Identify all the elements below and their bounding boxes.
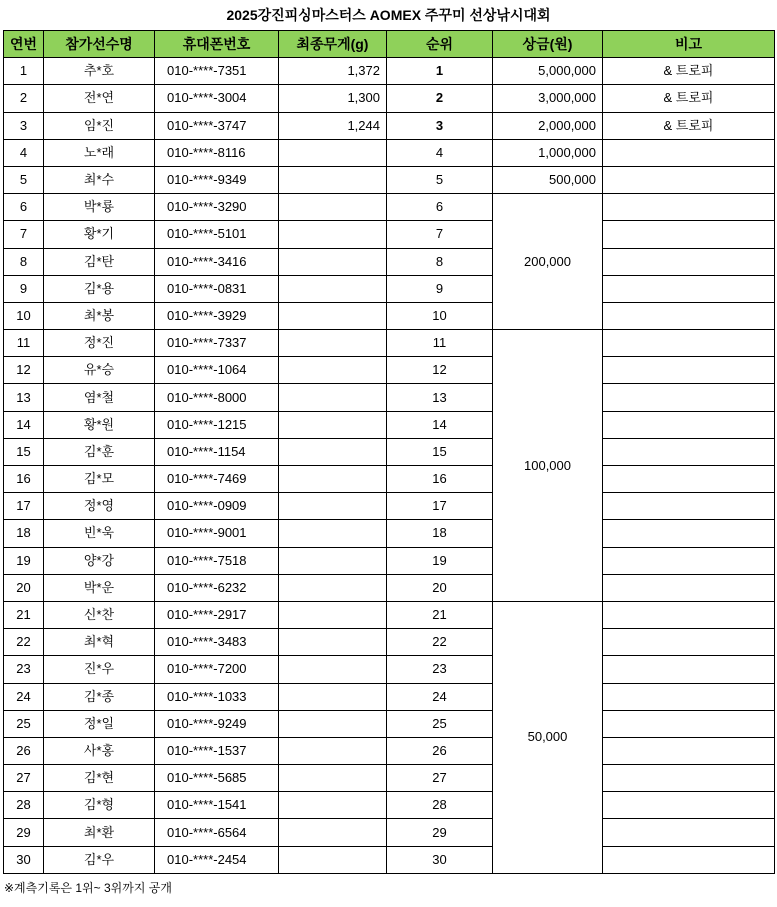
row-no: 7 — [4, 221, 44, 248]
remark — [603, 547, 775, 574]
final-weight — [279, 330, 387, 357]
header-phone: 휴대폰번호 — [155, 31, 279, 58]
remark — [603, 221, 775, 248]
row-no: 5 — [4, 166, 44, 193]
row-no: 29 — [4, 819, 44, 846]
final-weight — [279, 765, 387, 792]
table-row — [4, 601, 775, 628]
remark: & 트로피 — [603, 85, 775, 112]
player-name: 노*래 — [44, 139, 155, 166]
remark — [603, 683, 775, 710]
phone-number: 010-****-1537 — [155, 737, 279, 764]
table-row — [4, 275, 775, 302]
table-row — [4, 792, 775, 819]
final-weight — [279, 411, 387, 438]
final-weight — [279, 221, 387, 248]
player-name: 최*봉 — [44, 302, 155, 329]
table-row — [4, 139, 775, 166]
rank: 15 — [387, 438, 493, 465]
header-prize: 상금(원) — [493, 31, 603, 58]
table-row — [4, 357, 775, 384]
phone-number: 010-****-3004 — [155, 85, 279, 112]
remark — [603, 574, 775, 601]
player-name: 최*혁 — [44, 629, 155, 656]
player-name: 박*룡 — [44, 194, 155, 221]
remark — [603, 792, 775, 819]
rank: 24 — [387, 683, 493, 710]
rank: 6 — [387, 194, 493, 221]
row-no: 19 — [4, 547, 44, 574]
rank: 30 — [387, 846, 493, 873]
row-no: 23 — [4, 656, 44, 683]
phone-number: 010-****-9349 — [155, 166, 279, 193]
final-weight — [279, 493, 387, 520]
player-name: 유*승 — [44, 357, 155, 384]
header-rank: 순위 — [387, 31, 493, 58]
remark — [603, 601, 775, 628]
table-row — [4, 330, 775, 357]
phone-number: 010-****-2917 — [155, 601, 279, 628]
table-row — [4, 574, 775, 601]
player-name: 신*찬 — [44, 601, 155, 628]
prize-amount-group: 200,000 — [493, 194, 603, 330]
final-weight — [279, 438, 387, 465]
rank: 29 — [387, 819, 493, 846]
header-remark: 비고 — [603, 31, 775, 58]
table-row — [4, 85, 775, 112]
row-no: 15 — [4, 438, 44, 465]
player-name: 김*현 — [44, 765, 155, 792]
phone-number: 010-****-3747 — [155, 112, 279, 139]
row-no: 6 — [4, 194, 44, 221]
row-no: 13 — [4, 384, 44, 411]
final-weight — [279, 520, 387, 547]
rank: 19 — [387, 547, 493, 574]
remark — [603, 737, 775, 764]
prize-amount: 1,000,000 — [493, 139, 603, 166]
rank: 13 — [387, 384, 493, 411]
phone-number: 010-****-1215 — [155, 411, 279, 438]
phone-number: 010-****-6232 — [155, 574, 279, 601]
table-row — [4, 683, 775, 710]
player-name: 정*진 — [44, 330, 155, 357]
table-row — [4, 194, 775, 221]
rank: 12 — [387, 357, 493, 384]
row-no: 17 — [4, 493, 44, 520]
phone-number: 010-****-6564 — [155, 819, 279, 846]
results-body — [4, 58, 775, 874]
header-name: 참가선수명 — [44, 31, 155, 58]
remark — [603, 846, 775, 873]
row-no: 11 — [4, 330, 44, 357]
row-no: 20 — [4, 574, 44, 601]
player-name: 전*연 — [44, 85, 155, 112]
row-no: 14 — [4, 411, 44, 438]
rank: 25 — [387, 710, 493, 737]
row-no: 2 — [4, 85, 44, 112]
remark — [603, 629, 775, 656]
final-weight — [279, 248, 387, 275]
player-name: 박*운 — [44, 574, 155, 601]
player-name: 진*우 — [44, 656, 155, 683]
table-row — [4, 819, 775, 846]
row-no: 3 — [4, 112, 44, 139]
table-row — [4, 710, 775, 737]
table-row — [4, 248, 775, 275]
final-weight — [279, 384, 387, 411]
prize-amount: 2,000,000 — [493, 112, 603, 139]
row-no: 22 — [4, 629, 44, 656]
prize-amount: 3,000,000 — [493, 85, 603, 112]
remark — [603, 248, 775, 275]
final-weight — [279, 710, 387, 737]
phone-number: 010-****-7518 — [155, 547, 279, 574]
player-name: 정*일 — [44, 710, 155, 737]
player-name: 최*수 — [44, 166, 155, 193]
final-weight — [279, 819, 387, 846]
phone-number: 010-****-5685 — [155, 765, 279, 792]
remark — [603, 275, 775, 302]
player-name: 김*훈 — [44, 438, 155, 465]
rank: 18 — [387, 520, 493, 547]
row-no: 8 — [4, 248, 44, 275]
phone-number: 010-****-7469 — [155, 466, 279, 493]
table-row — [4, 302, 775, 329]
final-weight — [279, 574, 387, 601]
phone-number: 010-****-7200 — [155, 656, 279, 683]
remark — [603, 819, 775, 846]
phone-number: 010-****-7337 — [155, 330, 279, 357]
prize-amount: 5,000,000 — [493, 58, 603, 85]
final-weight — [279, 547, 387, 574]
final-weight — [279, 737, 387, 764]
table-row — [4, 221, 775, 248]
final-weight — [279, 302, 387, 329]
remark — [603, 710, 775, 737]
remark — [603, 384, 775, 411]
row-no: 24 — [4, 683, 44, 710]
phone-number: 010-****-9001 — [155, 520, 279, 547]
phone-number: 010-****-8116 — [155, 139, 279, 166]
final-weight: 1,372 — [279, 58, 387, 85]
table-row — [4, 58, 775, 85]
row-no: 21 — [4, 601, 44, 628]
prize-amount-group: 100,000 — [493, 330, 603, 602]
table-row — [4, 438, 775, 465]
rank: 21 — [387, 601, 493, 628]
phone-number: 010-****-3929 — [155, 302, 279, 329]
header-no: 연번 — [4, 31, 44, 58]
phone-number: 010-****-3290 — [155, 194, 279, 221]
rank: 2 — [387, 85, 493, 112]
phone-number: 010-****-3416 — [155, 248, 279, 275]
row-no: 25 — [4, 710, 44, 737]
phone-number: 010-****-0831 — [155, 275, 279, 302]
row-no: 18 — [4, 520, 44, 547]
player-name: 황*기 — [44, 221, 155, 248]
table-row — [4, 629, 775, 656]
remark — [603, 194, 775, 221]
header-weight: 최종무게(g) — [279, 31, 387, 58]
player-name: 추*호 — [44, 58, 155, 85]
table-row — [4, 493, 775, 520]
rank: 8 — [387, 248, 493, 275]
phone-number: 010-****-5101 — [155, 221, 279, 248]
remark — [603, 139, 775, 166]
table-row — [4, 656, 775, 683]
rank: 22 — [387, 629, 493, 656]
row-no: 27 — [4, 765, 44, 792]
table-row — [4, 520, 775, 547]
rank: 26 — [387, 737, 493, 764]
row-no: 9 — [4, 275, 44, 302]
player-name: 황*원 — [44, 411, 155, 438]
row-no: 28 — [4, 792, 44, 819]
remark — [603, 765, 775, 792]
footnote: ※계측기록은 1위~ 3위까지 공개 — [4, 881, 172, 895]
rank: 27 — [387, 765, 493, 792]
table-row — [4, 411, 775, 438]
player-name: 김*종 — [44, 683, 155, 710]
table-row — [4, 737, 775, 764]
phone-number: 010-****-0909 — [155, 493, 279, 520]
prize-amount: 500,000 — [493, 166, 603, 193]
remark — [603, 656, 775, 683]
table-row — [4, 547, 775, 574]
row-no: 4 — [4, 139, 44, 166]
phone-number: 010-****-3483 — [155, 629, 279, 656]
final-weight — [279, 656, 387, 683]
player-name: 김*용 — [44, 275, 155, 302]
table-row — [4, 466, 775, 493]
player-name: 정*영 — [44, 493, 155, 520]
remark — [603, 411, 775, 438]
final-weight — [279, 139, 387, 166]
player-name: 김*모 — [44, 466, 155, 493]
final-weight: 1,300 — [279, 85, 387, 112]
remark — [603, 357, 775, 384]
table-row — [4, 112, 775, 139]
final-weight — [279, 601, 387, 628]
table-row — [4, 166, 775, 193]
final-weight — [279, 166, 387, 193]
remark — [603, 330, 775, 357]
final-weight — [279, 846, 387, 873]
player-name: 최*환 — [44, 819, 155, 846]
rank: 9 — [387, 275, 493, 302]
phone-number: 010-****-1154 — [155, 438, 279, 465]
player-name: 양*강 — [44, 547, 155, 574]
remark: & 트로피 — [603, 58, 775, 85]
rank: 20 — [387, 574, 493, 601]
remark — [603, 466, 775, 493]
player-name: 김*우 — [44, 846, 155, 873]
final-weight — [279, 194, 387, 221]
player-name: 사*홍 — [44, 737, 155, 764]
table-row — [4, 384, 775, 411]
rank: 14 — [387, 411, 493, 438]
prize-amount-group: 50,000 — [493, 601, 603, 873]
rank: 16 — [387, 466, 493, 493]
results-table — [3, 30, 775, 874]
phone-number: 010-****-2454 — [155, 846, 279, 873]
row-no: 10 — [4, 302, 44, 329]
rank: 28 — [387, 792, 493, 819]
remark — [603, 438, 775, 465]
table-row — [4, 765, 775, 792]
header-row — [4, 31, 775, 58]
final-weight — [279, 466, 387, 493]
phone-number: 010-****-7351 — [155, 58, 279, 85]
player-name: 김*형 — [44, 792, 155, 819]
remark — [603, 302, 775, 329]
final-weight — [279, 357, 387, 384]
row-no: 30 — [4, 846, 44, 873]
rank: 7 — [387, 221, 493, 248]
rank: 23 — [387, 656, 493, 683]
player-name: 염*철 — [44, 384, 155, 411]
phone-number: 010-****-8000 — [155, 384, 279, 411]
rank: 17 — [387, 493, 493, 520]
remark — [603, 166, 775, 193]
final-weight: 1,244 — [279, 112, 387, 139]
final-weight — [279, 792, 387, 819]
remark — [603, 493, 775, 520]
row-no: 12 — [4, 357, 44, 384]
phone-number: 010-****-1541 — [155, 792, 279, 819]
row-no: 16 — [4, 466, 44, 493]
page-title: 2025강진피싱마스터스 AOMEX 주꾸미 선상낚시대회 — [226, 7, 551, 23]
rank: 5 — [387, 166, 493, 193]
remark — [603, 520, 775, 547]
row-no: 1 — [4, 58, 44, 85]
rank: 1 — [387, 58, 493, 85]
final-weight — [279, 275, 387, 302]
player-name: 김*탄 — [44, 248, 155, 275]
remark: & 트로피 — [603, 112, 775, 139]
rank: 4 — [387, 139, 493, 166]
table-row — [4, 846, 775, 873]
phone-number: 010-****-9249 — [155, 710, 279, 737]
phone-number: 010-****-1033 — [155, 683, 279, 710]
rank: 10 — [387, 302, 493, 329]
rank: 11 — [387, 330, 493, 357]
final-weight — [279, 683, 387, 710]
row-no: 26 — [4, 737, 44, 764]
player-name: 빈*욱 — [44, 520, 155, 547]
player-name: 임*진 — [44, 112, 155, 139]
rank: 3 — [387, 112, 493, 139]
phone-number: 010-****-1064 — [155, 357, 279, 384]
final-weight — [279, 629, 387, 656]
